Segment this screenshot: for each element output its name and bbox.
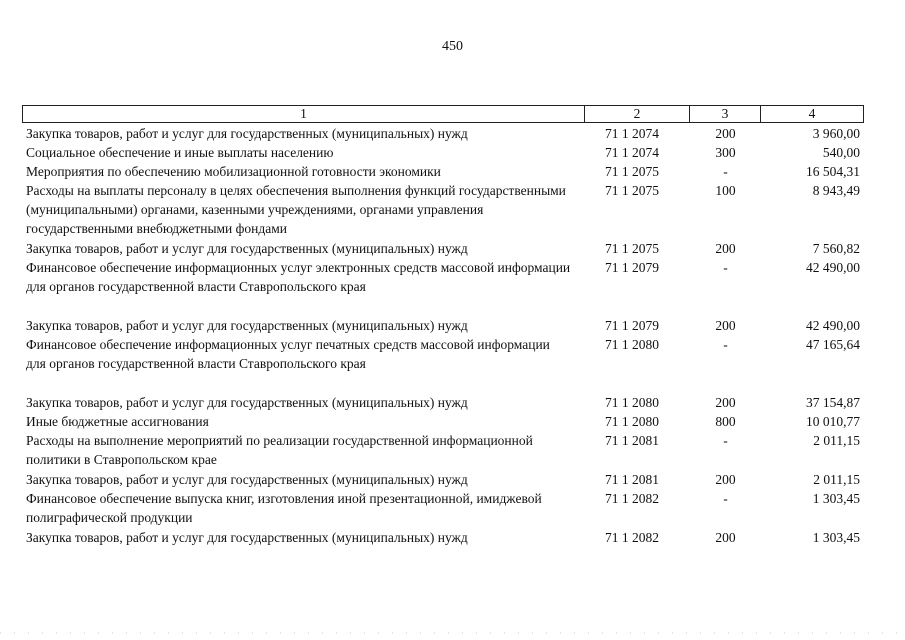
- row-amount: 2 011,15: [813, 472, 860, 487]
- row-code: 71 1 2074: [605, 126, 659, 141]
- row-description: Финансовое обеспечение информационных услуг печатных средств массовой информации для органов государственной власти Ставропольского края: [26, 337, 550, 371]
- row-amount: 37 154,87: [806, 395, 860, 410]
- row-code: 71 1 2074: [605, 145, 659, 160]
- row-code: 71 1 2079: [605, 260, 659, 275]
- row-amount: 10 010,77: [806, 414, 860, 429]
- row-amount: 42 490,00: [806, 260, 860, 275]
- row-amount: 8 943,49: [812, 183, 860, 198]
- row-expense-type: 200: [715, 472, 736, 487]
- row-code: 71 1 2082: [605, 530, 659, 545]
- row-amount: 2 011,15: [813, 433, 860, 448]
- row-code: 71 1 2080: [605, 337, 659, 352]
- row-amount: 3 960,00: [812, 126, 860, 141]
- row-amount: 1 303,45: [812, 491, 860, 506]
- row-expense-type: 300: [715, 145, 736, 160]
- row-code: 71 1 2082: [605, 491, 659, 506]
- row-expense-type: 200: [715, 126, 736, 141]
- row-code: 71 1 2075: [605, 164, 659, 179]
- page-number: 450: [442, 39, 463, 54]
- row-description: Финансовое обеспечение выпуска книг, изготовления иной презентационной, имиджевой полиграфической продукции: [26, 491, 542, 525]
- table-header: [22, 105, 864, 123]
- row-description: Расходы на выполнение мероприятий по реализации государственной информационной политики в Ставропольском крае: [26, 433, 533, 467]
- row-description: Финансовое обеспечение информационных услуг электронных средств массовой информации для органов государственной власти Ставропольского края: [26, 260, 571, 294]
- row-description: Закупка товаров, работ и услуг для государственных (муниципальных) нужд: [26, 318, 468, 333]
- row-code: 71 1 2081: [605, 433, 659, 448]
- row-description: Иные бюджетные ассигнования: [26, 414, 209, 429]
- row-code: 71 1 2079: [605, 318, 659, 333]
- row-description: Расходы на выплаты персоналу в целях обеспечения выполнения функций государственными (муниципальными) органами, казенными учреждениями, органами управления государственными внебюджетными фондами: [26, 183, 566, 236]
- row-expense-type: -: [723, 491, 728, 506]
- row-expense-type: 200: [715, 318, 736, 333]
- row-amount: 7 560,82: [812, 241, 860, 256]
- row-expense-type: 200: [715, 241, 736, 256]
- scan-artifact: [0, 632, 905, 634]
- row-expense-type: -: [723, 433, 728, 448]
- row-code: 71 1 2080: [605, 414, 659, 429]
- row-code: 71 1 2080: [605, 395, 659, 410]
- header-col-2: 2: [584, 106, 689, 122]
- row-amount: 42 490,00: [806, 318, 860, 333]
- row-code: 71 1 2075: [605, 183, 659, 198]
- row-expense-type: -: [723, 260, 728, 275]
- row-description: Закупка товаров, работ и услуг для государственных (муниципальных) нужд: [26, 472, 468, 487]
- row-amount: 540,00: [822, 145, 860, 160]
- row-expense-type: 200: [715, 530, 736, 545]
- row-expense-type: 100: [715, 183, 736, 198]
- row-expense-type: 200: [715, 395, 736, 410]
- header-col-1: 1: [300, 106, 307, 121]
- row-description: Закупка товаров, работ и услуг для государственных (муниципальных) нужд: [26, 395, 468, 410]
- row-amount: 16 504,31: [806, 164, 860, 179]
- row-amount: 47 165,64: [806, 337, 860, 352]
- row-description: Закупка товаров, работ и услуг для государственных (муниципальных) нужд: [26, 241, 468, 256]
- row-expense-type: -: [723, 337, 728, 352]
- row-description: Социальное обеспечение и иные выплаты населению: [26, 145, 334, 160]
- row-expense-type: 800: [715, 414, 736, 429]
- row-code: 71 1 2081: [605, 472, 659, 487]
- header-col-3: 3: [689, 106, 760, 122]
- row-description: Закупка товаров, работ и услуг для государственных (муниципальных) нужд: [26, 530, 468, 545]
- row-expense-type: -: [723, 164, 728, 179]
- row-description: Закупка товаров, работ и услуг для государственных (муниципальных) нужд: [26, 126, 468, 141]
- row-amount: 1 303,45: [812, 530, 860, 545]
- header-col-4: 4: [760, 106, 863, 122]
- row-code: 71 1 2075: [605, 241, 659, 256]
- row-description: Мероприятия по обеспечению мобилизационной готовности экономики: [26, 164, 441, 179]
